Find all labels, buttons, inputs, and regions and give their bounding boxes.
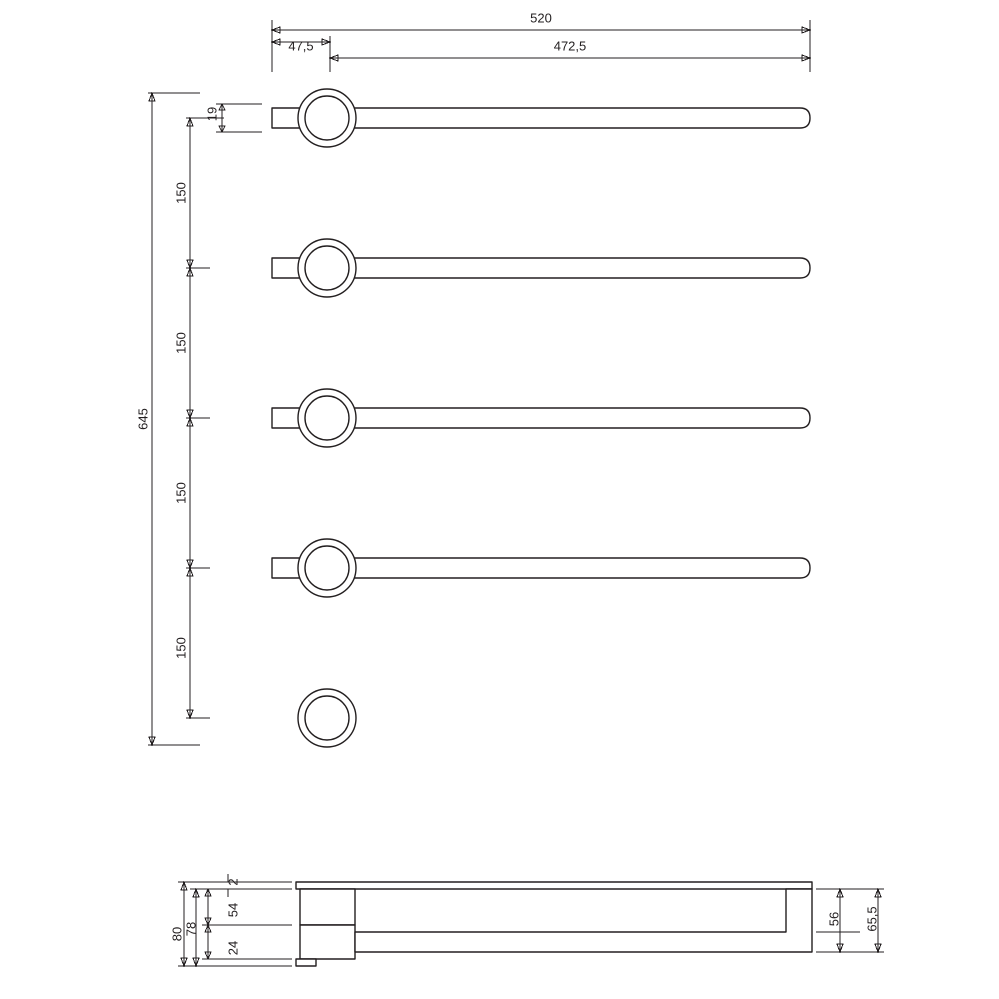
dim-bar-length — [330, 55, 810, 61]
bar-1 — [272, 89, 810, 147]
label-bracket-total: 80 — [169, 926, 185, 942]
bar-4 — [272, 539, 810, 597]
dim-spacing-chain — [186, 118, 224, 718]
label-projection-inner: 56 — [826, 911, 842, 927]
label-bar-length: 472,5 — [553, 38, 587, 54]
side-view-geometry — [296, 882, 812, 966]
label-overall-width: 520 — [530, 10, 552, 26]
label-spacing-2: 150 — [173, 332, 189, 354]
label-lower-segment: 24 — [225, 940, 241, 956]
label-spacing-1: 150 — [173, 182, 189, 204]
label-spacing-3: 150 — [173, 482, 189, 504]
label-spacing-4: 150 — [173, 637, 189, 659]
label-bracket-offset: 47,5 — [288, 38, 314, 54]
dim-overall-width — [272, 20, 810, 72]
label-bar-diameter: 19 — [204, 106, 220, 122]
mounting-ring — [298, 689, 356, 747]
label-top-plate: 2 — [225, 878, 241, 886]
label-projection-outer: 65,5 — [864, 906, 880, 932]
label-overall-height: 645 — [135, 408, 151, 430]
label-bracket-body: 78 — [183, 921, 199, 937]
bar-3 — [272, 389, 810, 447]
label-upper-segment: 54 — [225, 902, 241, 918]
bar-2 — [272, 239, 810, 297]
